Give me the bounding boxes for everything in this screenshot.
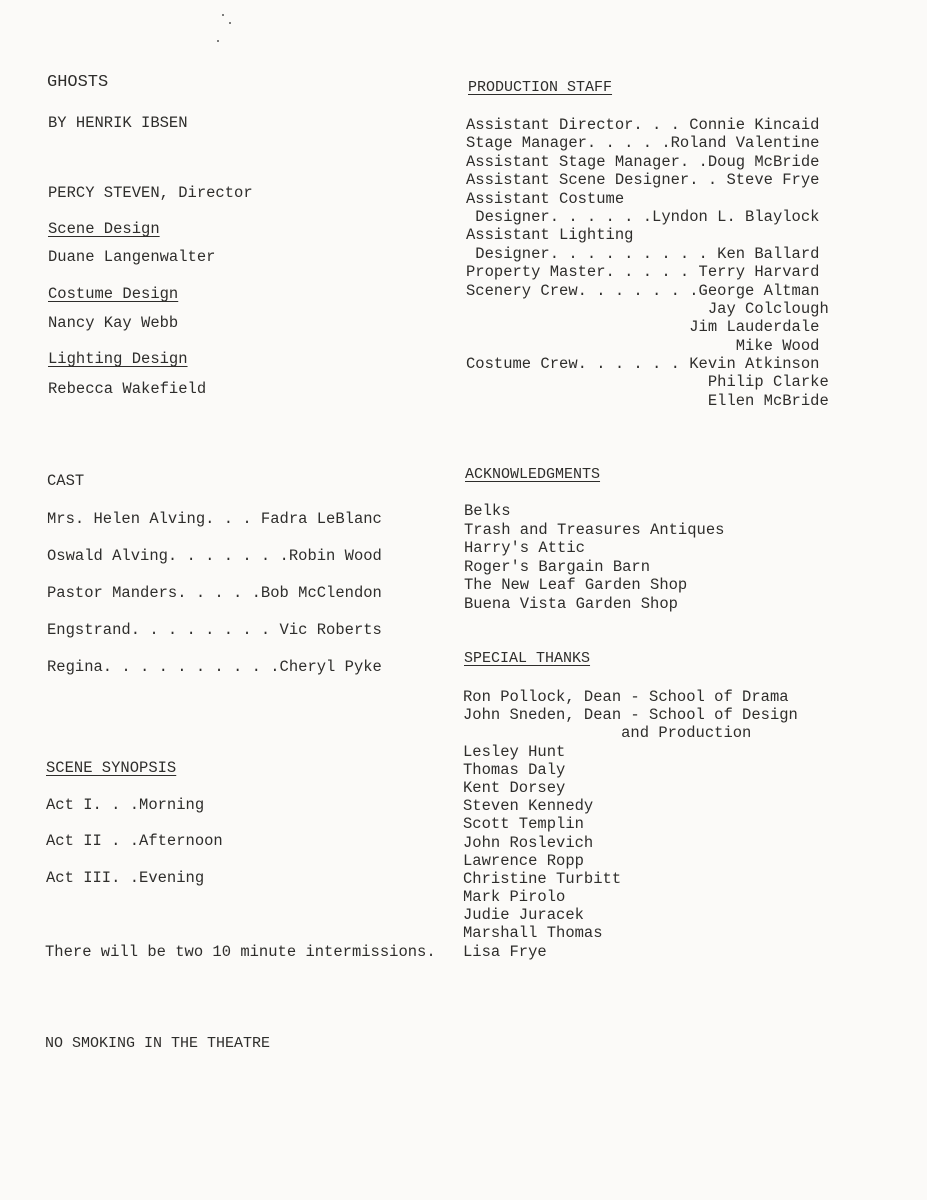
- staff-line: Assistant Scene Designer. . Steve Frye: [466, 171, 820, 190]
- staff-line: Jay Colclough: [466, 299, 829, 318]
- paper-speck: [217, 40, 219, 42]
- thanks-line: Mark Pirolo: [463, 888, 566, 907]
- cast-heading: CAST: [47, 472, 85, 490]
- thanks-line: Christine Turbitt: [463, 869, 622, 888]
- staff-line: Assistant Costume: [466, 189, 625, 208]
- staff-line: Jim Lauderdale: [466, 318, 820, 337]
- acknowledgments-list: [464, 502, 724, 614]
- staff-line: Assistant Director. . . Connie Kincaid: [466, 116, 820, 134]
- staff-line: Mike Wood: [466, 336, 820, 355]
- acknowledgment-item: Roger's Bargain Barn: [464, 557, 651, 576]
- paper-speck: [222, 14, 224, 16]
- scene-synopsis-heading: SCENE SYNOPSIS: [46, 759, 177, 777]
- production-staff-list: [466, 116, 829, 410]
- staff-line: Property Master. . . . . Terry Harvard: [466, 263, 820, 282]
- acknowledgment-item: The New Leaf Garden Shop: [464, 576, 688, 595]
- cast-line: Oswald Alving. . . . . . .Robin Wood: [47, 547, 382, 565]
- staff-line: Assistant Stage Manager. .Doug McBride: [466, 152, 820, 171]
- staff-line: Philip Clarke: [466, 373, 829, 392]
- staff-line: Designer. . . . . .Lyndon L. Blaylock: [466, 207, 820, 226]
- cast-line: Mrs. Helen Alving. . . Fadra LeBlanc: [47, 510, 382, 528]
- thanks-line: Lawrence Ropp: [463, 851, 584, 870]
- cast-line: Regina. . . . . . . . . .Cheryl Pyke: [47, 658, 382, 676]
- lighting-design-name: Rebecca Wakefield: [48, 380, 207, 398]
- special-thanks-heading: SPECIAL THANKS: [464, 650, 591, 667]
- thanks-line: Steven Kennedy: [463, 797, 594, 816]
- lighting-design-heading: Lighting Design: [48, 350, 188, 368]
- staff-line: Assistant Lighting: [466, 226, 634, 245]
- cast-line: Pastor Manders. . . . .Bob McClendon: [47, 584, 382, 602]
- costume-design-heading: Costume Design: [48, 285, 179, 303]
- no-smoking-note: NO SMOKING IN THE THEATRE: [45, 1035, 271, 1052]
- staff-line: Designer. . . . . . . . . Ken Ballard: [466, 244, 820, 263]
- acknowledgment-item: Buena Vista Garden Shop: [464, 594, 678, 613]
- staff-line: Ellen McBride: [466, 391, 829, 410]
- synopsis-line: Act I. . .Morning: [46, 796, 205, 814]
- staff-line: Scenery Crew. . . . . . .George Altman: [466, 281, 820, 300]
- thanks-line: Judie Juracek: [463, 906, 584, 925]
- director-credit: PERCY STEVEN, Director: [48, 184, 253, 202]
- scene-design-name: Duane Langenwalter: [48, 248, 216, 266]
- synopsis-line: Act III. .Evening: [46, 869, 205, 887]
- acknowledgment-item: Trash and Treasures Antiques: [464, 520, 725, 539]
- cast-line: Engstrand. . . . . . . . Vic Roberts: [47, 621, 382, 639]
- costume-design-name: Nancy Kay Webb: [48, 314, 179, 332]
- thanks-line: Thomas Daly: [463, 760, 566, 779]
- thanks-line: Lesley Hunt: [463, 742, 566, 761]
- thanks-line: Marshall Thomas: [463, 924, 603, 943]
- staff-line: Stage Manager. . . . .Roland Valentine: [466, 134, 820, 153]
- acknowledgment-item: Harry's Attic: [464, 539, 585, 558]
- thanks-line: Kent Dorsey: [463, 778, 566, 797]
- play-author: BY HENRIK IBSEN: [48, 114, 188, 132]
- production-staff-heading: PRODUCTION STAFF: [468, 79, 613, 96]
- thanks-line: Lisa Frye: [463, 942, 547, 961]
- play-title: GHOSTS: [47, 73, 109, 92]
- thanks-line: John Sneden, Dean - School of Design: [463, 706, 798, 725]
- paper-speck: [229, 22, 231, 24]
- acknowledgment-item: Belks: [464, 502, 511, 520]
- synopsis-line: Act II . .Afternoon: [46, 832, 223, 850]
- acknowledgments-heading: ACKNOWLEDGMENTS: [465, 466, 601, 483]
- thanks-line: Ron Pollock, Dean - School of Drama: [463, 688, 789, 706]
- thanks-line: and Production: [463, 724, 752, 743]
- scene-design-heading: Scene Design: [48, 220, 160, 238]
- staff-line: Costume Crew. . . . . . Kevin Atkinson: [466, 355, 820, 374]
- intermission-note: There will be two 10 minute intermissions.: [45, 943, 436, 961]
- thanks-line: Scott Templin: [463, 815, 584, 834]
- thanks-line: John Roslevich: [463, 833, 594, 852]
- special-thanks-list: [463, 688, 798, 961]
